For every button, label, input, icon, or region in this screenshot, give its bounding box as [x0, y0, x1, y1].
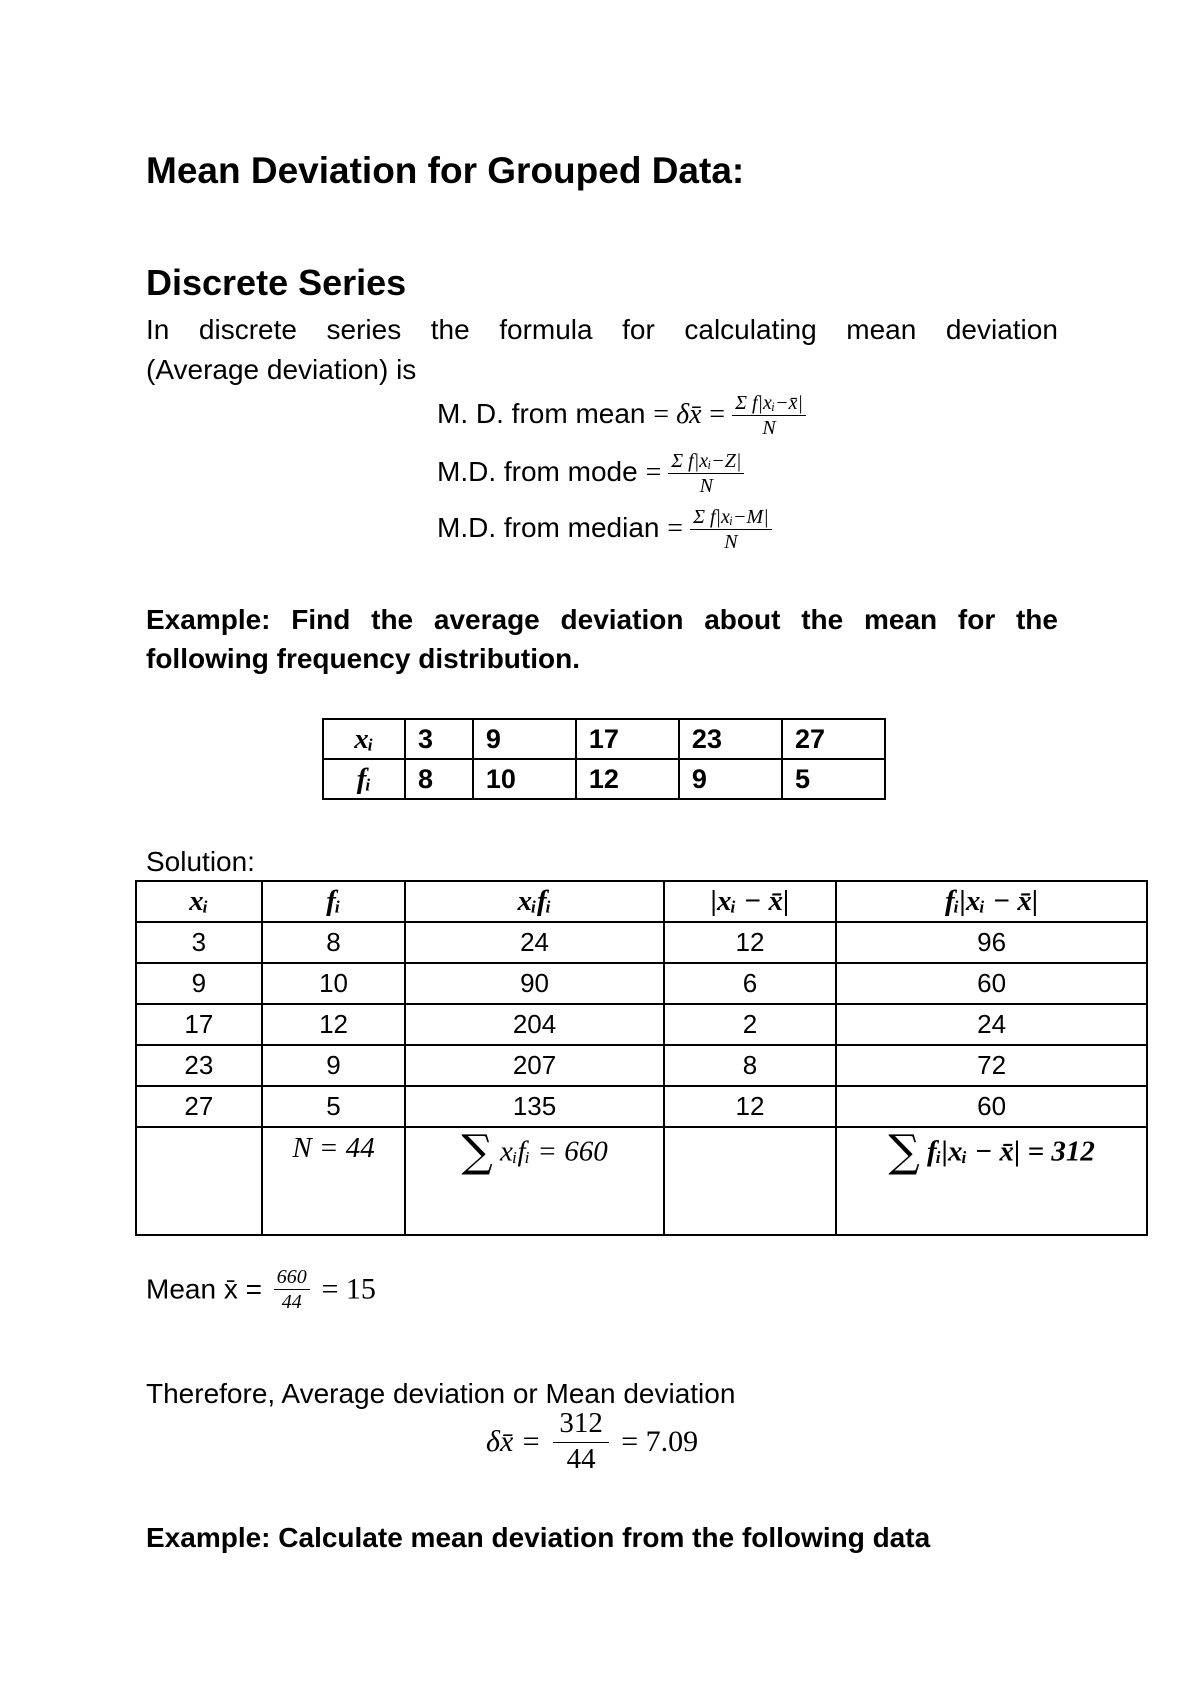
- example1-word: average: [433, 604, 540, 635]
- solution-label: Solution:: [146, 846, 255, 877]
- solution-table-header-row: [136, 881, 1147, 922]
- solution-table-totals-row: [136, 1127, 1147, 1235]
- intro-word: calculating: [684, 314, 817, 345]
- table-cell: 8: [405, 759, 473, 799]
- table-cell: 10: [262, 963, 406, 1004]
- table-cell: 23: [136, 1045, 262, 1086]
- table-header-cell: xᵢ: [136, 881, 262, 922]
- table-cell: 2: [664, 1004, 837, 1045]
- example1-word: about: [704, 604, 781, 635]
- table-cell: 17: [576, 719, 679, 759]
- sigma-symbol: ∑: [888, 1126, 920, 1177]
- total-sum-fdev: fᵢ|xᵢ − x̄| = 312: [927, 1135, 1095, 1168]
- mean-denominator: 44: [281, 1291, 302, 1313]
- mean-numerator: 660: [274, 1266, 310, 1290]
- table-cell: 60: [836, 963, 1147, 1004]
- example1-word: the: [371, 604, 414, 635]
- final-lhs: δx̄ =: [486, 1424, 542, 1458]
- total-n-cell: [262, 1127, 406, 1235]
- table-header-cell: |xᵢ − x̄|: [664, 881, 837, 922]
- table-cell: 27: [136, 1086, 262, 1127]
- table-row: [136, 922, 1147, 963]
- table-cell: 3: [136, 922, 262, 963]
- table-cell: 207: [405, 1045, 663, 1086]
- table-cell: 9: [679, 759, 782, 799]
- total-sum-xf-cell: [405, 1127, 663, 1235]
- example1-word: the: [1015, 604, 1058, 635]
- table-header-cell: xᵢfᵢ: [405, 881, 663, 922]
- table-cell: xᵢ: [323, 719, 405, 759]
- table-cell: [664, 1127, 837, 1235]
- intro-word: the: [430, 314, 470, 345]
- table-cell: 60: [836, 1086, 1147, 1127]
- example1-word: the: [801, 604, 844, 635]
- table-cell: 3: [405, 719, 473, 759]
- intro-word: for: [622, 314, 655, 345]
- table-cell: 90: [405, 963, 663, 1004]
- formula-mode-fraction: [668, 450, 744, 497]
- example1-line-2: following frequency distribution.: [146, 643, 580, 674]
- table-cell: 204: [405, 1004, 663, 1045]
- intro-line-1: [146, 314, 1058, 346]
- total-sum-fdev-cell: [836, 1127, 1147, 1235]
- mean-label: Mean x̄ =: [146, 1273, 262, 1305]
- table-cell: 12: [664, 1086, 837, 1127]
- formula-mean-symbol: δx̄: [676, 398, 702, 430]
- example1-word: for: [957, 604, 996, 635]
- table-cell: 10: [473, 759, 576, 799]
- table-cell: 9: [473, 719, 576, 759]
- table-cell: 12: [664, 922, 837, 963]
- table-cell: 6: [664, 963, 837, 1004]
- total-sum-xf: xᵢfᵢ = 660: [500, 1135, 608, 1168]
- table-cell: 8: [664, 1045, 837, 1086]
- frequency-table: [322, 718, 886, 800]
- therefore-text: Therefore, Average deviation or Mean deviation: [146, 1378, 736, 1409]
- sigma-symbol: ∑: [461, 1126, 493, 1177]
- mean-result: = 15: [321, 1272, 376, 1306]
- intro-line-2: (Average deviation) is: [146, 354, 417, 385]
- section-heading: Discrete Series: [146, 262, 407, 303]
- table-row: [136, 1045, 1147, 1086]
- final-calculation: [486, 1408, 698, 1476]
- formula-mean-denominator: N: [762, 417, 776, 439]
- formula-mode: M.D. from mode = $\frac{\text{Σ f|xᵢ−Z|}}{N}$: [437, 450, 744, 497]
- table-cell: 12: [576, 759, 679, 799]
- example1-word: deviation: [560, 604, 684, 635]
- table-cell: 96: [836, 922, 1147, 963]
- table-cell: 72: [836, 1045, 1147, 1086]
- table-cell: 27: [782, 719, 885, 759]
- formula-median-numerator: Σ f|xᵢ−M|: [690, 506, 772, 530]
- table-cell: 9: [262, 1045, 406, 1086]
- page-title: Mean Deviation for Grouped Data:: [146, 150, 745, 191]
- solution-table: [135, 880, 1148, 1236]
- table-cell: 12: [262, 1004, 406, 1045]
- formula-median-denominator: N: [724, 531, 738, 553]
- mean-fraction: [274, 1266, 310, 1313]
- table-row: [136, 963, 1147, 1004]
- table-cell: 24: [405, 922, 663, 963]
- mean-calculation: [146, 1266, 376, 1313]
- table-cell: fᵢ: [323, 759, 405, 799]
- formula-median-fraction: [690, 506, 772, 553]
- example1-word: Example:: [146, 604, 271, 635]
- table-cell: 135: [405, 1086, 663, 1127]
- intro-word: mean: [846, 314, 917, 345]
- formula-mean-label: M. D. from mean: [437, 397, 646, 429]
- formula-median: M.D. from median = $\frac{\text{Σ f|xᵢ−M|}}{N}$: [437, 506, 772, 553]
- table-cell: 8: [262, 922, 406, 963]
- table-header-cell: fᵢ: [262, 881, 406, 922]
- intro-word: deviation: [945, 314, 1058, 345]
- total-n: N = 44: [292, 1132, 375, 1164]
- final-denominator: 44: [566, 1442, 596, 1475]
- formula-mean: M. D. from mean = δx̄ = $\frac{\text{Σ f|xᵢ−x̄|}}{N}$: [437, 392, 806, 439]
- intro-word: discrete: [198, 314, 297, 345]
- example2-text: Example: Calculate mean deviation from the following data: [146, 1522, 931, 1553]
- table-cell: 5: [262, 1086, 406, 1127]
- example1-word: mean: [863, 604, 938, 635]
- table-row: [136, 1086, 1147, 1127]
- final-numerator: 312: [553, 1408, 609, 1443]
- intro-word: In: [146, 314, 170, 345]
- table-header-cell: fᵢ|xᵢ − x̄|: [836, 881, 1147, 922]
- final-fraction: [553, 1408, 609, 1476]
- frequency-table-row-x: [323, 719, 885, 759]
- example1-line-1: [146, 604, 1058, 636]
- formula-mean-numerator: Σ f|xᵢ−x̄|: [732, 392, 806, 416]
- table-cell: 9: [136, 963, 262, 1004]
- table-cell: 24: [836, 1004, 1147, 1045]
- table-cell: 17: [136, 1004, 262, 1045]
- formula-mean-fraction: [732, 392, 806, 439]
- formula-mode-label: M.D. from mode: [437, 455, 638, 487]
- table-cell: 23: [679, 719, 782, 759]
- formula-mode-numerator: Σ f|xᵢ−Z|: [668, 450, 744, 474]
- table-cell: [136, 1127, 262, 1235]
- intro-word: series: [326, 314, 402, 345]
- formula-mode-denominator: N: [699, 475, 713, 497]
- table-row: [136, 1004, 1147, 1045]
- intro-word: formula: [499, 314, 593, 345]
- example1-word: Find: [291, 604, 351, 635]
- final-result: = 7.09: [621, 1424, 699, 1458]
- table-cell: 5: [782, 759, 885, 799]
- frequency-table-row-f: [323, 759, 885, 799]
- formula-median-label: M.D. from median: [437, 511, 660, 543]
